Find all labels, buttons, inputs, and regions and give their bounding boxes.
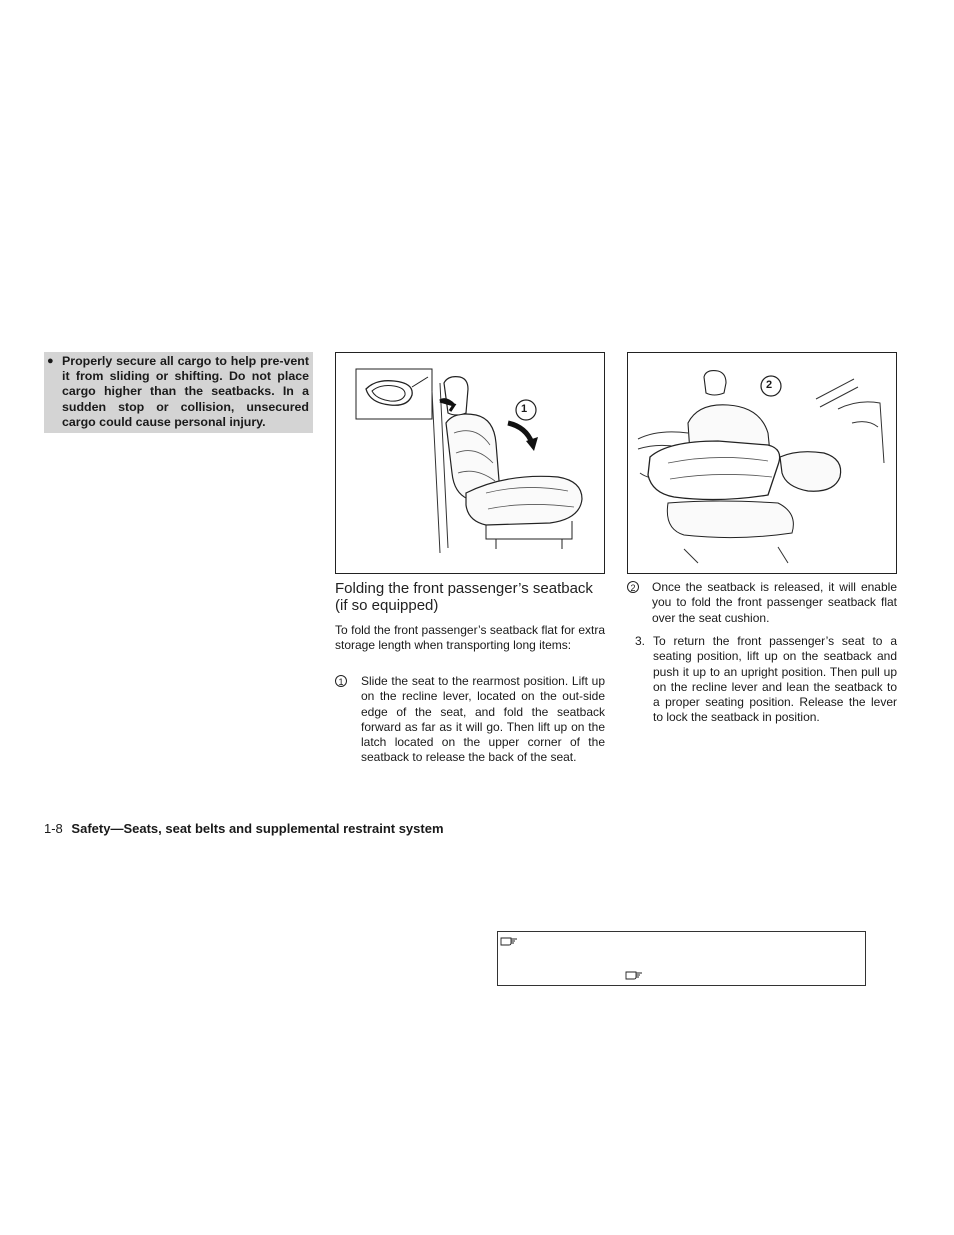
warning-box bbox=[44, 352, 313, 433]
step-marker: 1 bbox=[335, 675, 347, 687]
page-footer bbox=[44, 821, 444, 836]
callout-1-label: 1 bbox=[521, 403, 528, 415]
pointing-hand-icon bbox=[625, 968, 643, 986]
warning-text: Properly secure all cargo to help pre-vent it from sliding or shifting. Do not place cargo higher than the seatbacks. In a sudden stop or collision, unsecured cargo could cause personal injury. bbox=[62, 354, 309, 429]
step-text: To return the front passenger’s seat to a seating position, lift up on the seatback and push it up to an upright position. Then pull up on the recline lever and lean the seatback to a proper seating position. Release the lever to lock the seatback in position. bbox=[653, 634, 897, 725]
step-3 bbox=[635, 634, 897, 726]
figure-seat-folded bbox=[627, 352, 897, 574]
step-number: 3. bbox=[635, 634, 646, 648]
step-2 bbox=[627, 580, 897, 626]
pointing-hand-icon bbox=[500, 934, 518, 952]
chapter-title: Safety—Seats, seat belts and supplemental restraint system bbox=[71, 821, 444, 836]
step-text: Once the seatback is released, it will enable you to fold the front passenger seatback flat over the seat cushion. bbox=[652, 580, 897, 625]
bullet-icon: ● bbox=[47, 355, 54, 367]
step-marker: 2 bbox=[627, 581, 639, 593]
callout-2-label: 2 bbox=[766, 379, 773, 391]
section-heading: Folding the front passenger’s seatback (if so equipped) bbox=[335, 580, 593, 614]
step-1 bbox=[335, 674, 605, 766]
section-intro: To fold the front passenger’s seatback flat for extra storage length when transporting long items: bbox=[335, 623, 605, 652]
reference-box bbox=[497, 931, 866, 986]
step-text: Slide the seat to the rearmost position. Lift up on the recline lever, located on the out-side edge of the seat, and fold the seatback forward as far as it will go. Then lift up on the latch located on the upper corner of the seatback to release the back of the seat. bbox=[361, 674, 605, 765]
seat-folded-illustration bbox=[628, 353, 896, 573]
seat-recline-illustration bbox=[336, 353, 604, 573]
page-number: 1-8 bbox=[44, 821, 63, 836]
figure-seat-recline bbox=[335, 352, 605, 574]
